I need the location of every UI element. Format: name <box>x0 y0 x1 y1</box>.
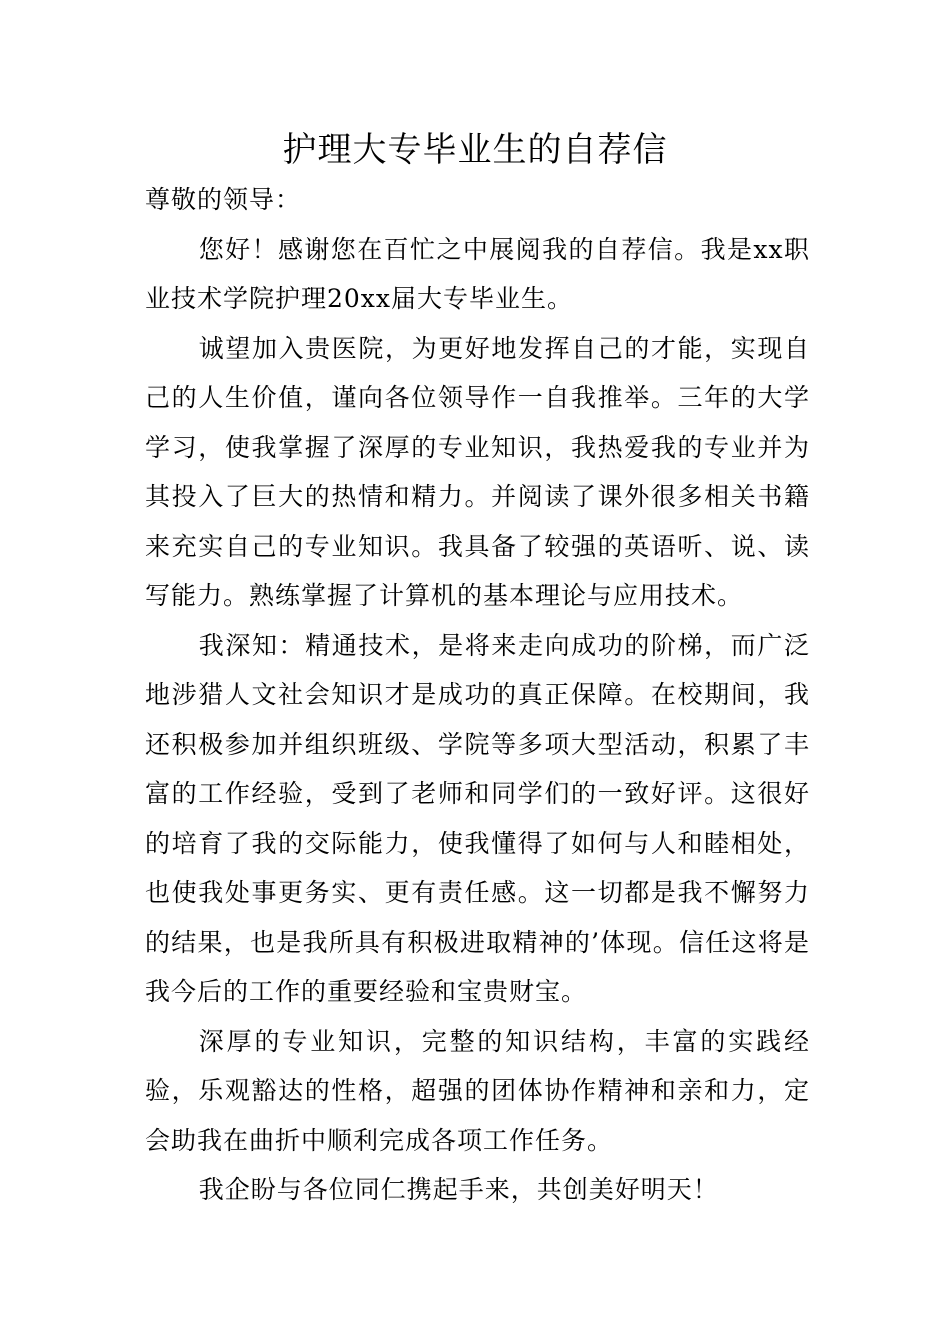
document-title: 护理大专毕业生的自荐信 <box>282 130 668 170</box>
paragraph-introduction: 诚望加入贵医院，为更好地发挥自己的才能，实现自己的人生价值，谨向各位领导作一自我推举。三年的大学学习，使我掌握了深厚的专业知识，我热爱我的专业并为其投入了巨大的热情和精力。并阅读了课外很多相关书籍来充实自己的专业知识。我具备了较强的英语听、说、读写能力。熟练掌握了计算机的基本理论与应用技术。 <box>145 333 810 610</box>
paragraph-experience: 我深知：精通技术，是将来走向成功的阶梯，而广泛地涉猎人文社会知识才是成功的真正保障。在校期间，我还积极参加并组织班级、学院等多项大型活动，积累了丰富的工作经验，受到了老师和同学们的一致好评。这很好的培育了我的交际能力，使我懂得了如何与人和睦相处，也使我处事更务实、更有责任感。这一切都是我不懈努力的结果，也是我所具有积极进取精神的’体现。信任这将是我今后的工作的重要经验和宝贵财宝。 <box>145 630 810 1006</box>
paragraph-closing: 我企盼与各位同仁携起手来，共创美好明天！ <box>198 1175 719 1204</box>
paragraph-greeting: 您好！感谢您在百忙之中展阅我的自荐信。我是xx职业技术学院护理20xx届大专毕业生。 <box>145 234 810 313</box>
salutation: 尊敬的领导： <box>145 185 302 214</box>
paragraph-strengths: 深厚的专业知识，完整的知识结构，丰富的实践经验，乐观豁达的性格，超强的团体协作精神和亲和力，定会助我在曲折中顺利完成各项工作任务。 <box>145 1026 810 1155</box>
letter-body <box>145 175 810 1215</box>
